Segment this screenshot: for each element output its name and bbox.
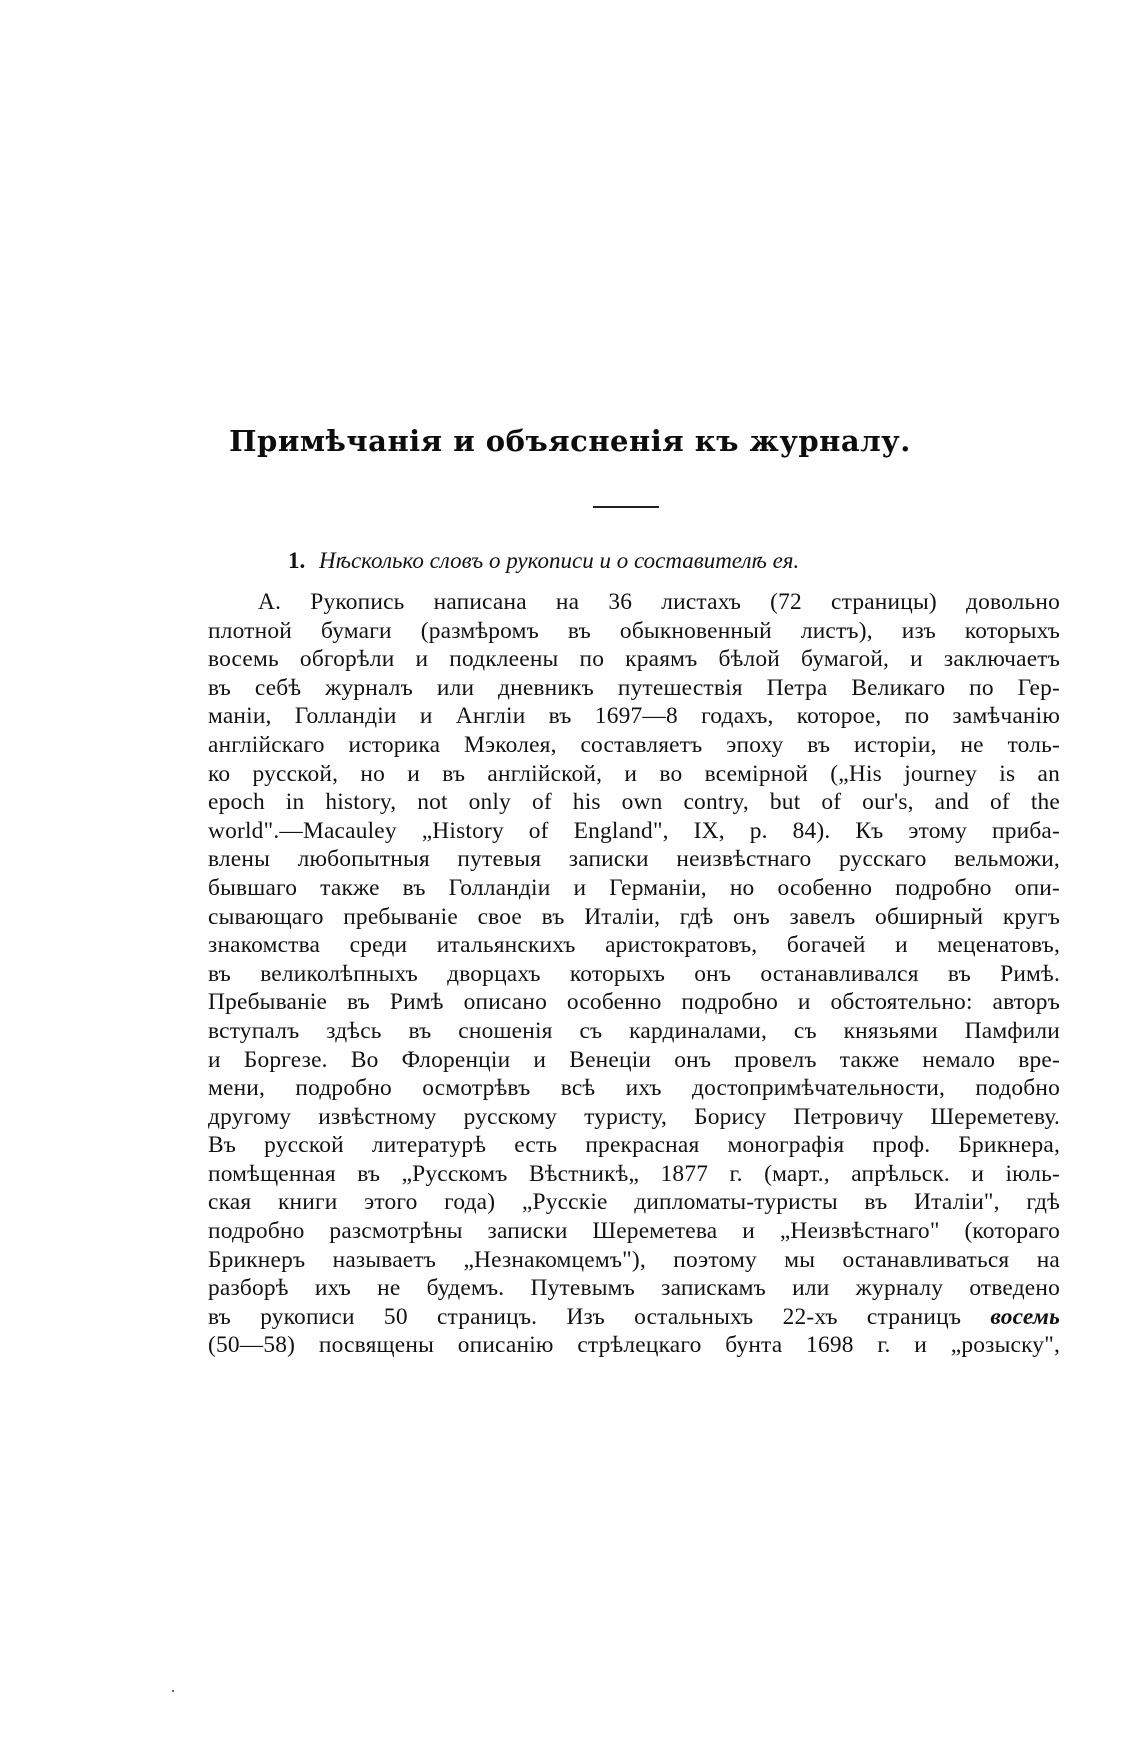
section-heading <box>288 548 799 574</box>
page-title: Примѣчанія и объясненія къ журналу. <box>229 424 911 458</box>
text-line: ская книги этого года) „Русскіе дипломаты-туристы въ Италіи", гдѣ <box>208 1189 1060 1216</box>
text-line <box>208 1303 1060 1332</box>
text-line: помѣщенная въ „Русскомъ Вѣстникѣ„ 1877 г. (март., апрѣльск. и іюль- <box>208 1160 1060 1187</box>
text-line-main: въ рукописи 50 страницъ. Изъ остальныхъ 22-хъ страницъ <box>208 1303 962 1330</box>
text-line: А. Рукопись написана на 36 листахъ (72 страницы) довольно <box>258 589 1060 615</box>
text-line: epoch in history, not only of his own contry, but of our's, and of the <box>208 789 1060 816</box>
text-line: ко русской, но и въ англійской, и во всемірной („His journey is an <box>208 760 1060 787</box>
text-line: разборѣ ихъ не будемъ. Путевымъ запискамъ или журналу отведено <box>208 1275 1060 1302</box>
text-line: Брикнеръ называетъ „Незнакомцемъ"), поэтому мы останавливаться на <box>208 1246 1060 1273</box>
text-line: плотной бумаги (размѣромъ въ обыкновенный листъ), изъ которыхъ <box>208 617 1060 644</box>
text-line: Въ русской литературѣ есть прекрасная монографія проф. Брикнера, <box>208 1132 1060 1159</box>
scan-speck <box>172 1690 174 1692</box>
text-line: вступалъ здѣсь въ сношенія съ кардиналами, съ князьями Памфили <box>208 1017 1060 1044</box>
text-line: подробно разсмотрѣны записки Шереметева и „Неизвѣстнаго" (котораго <box>208 1218 1060 1245</box>
text-line: восемь обгорѣли и подклеены по краямъ бѣлой бумагой, и заключаетъ <box>208 646 1060 673</box>
text-line: (50—58) посвящены описанію стрѣлецкаго бунта 1698 г. и „розыску", <box>208 1332 1060 1359</box>
text-line: world".—Macauley „History of England", IX, p. 84). Къ этому приба- <box>208 817 1060 844</box>
text-line: влены любопытныя путевыя записки неизвѣстнаго русскаго вельможи, <box>208 846 1060 873</box>
text-line: англійскаго историка Мэколея, составляетъ эпоху въ исторіи, не толь- <box>208 731 1060 758</box>
text-line: знакомства среди итальянскихъ аристократовъ, богачей и меценатовъ, <box>208 932 1060 959</box>
title-divider <box>593 506 659 508</box>
text-line: маніи, Голландіи и Англіи въ 1697—8 годахъ, которое, по замѣчанію <box>208 703 1060 730</box>
text-line: и Боргезе. Во Флоренціи и Венеціи онъ провелъ также немало вре- <box>208 1046 1060 1073</box>
text-line: Пребываніе въ Римѣ описано особенно подробно и обстоятельно: авторъ <box>208 989 1060 1016</box>
emphasis-word: восемь <box>990 1303 1060 1330</box>
section-number: 1. <box>288 548 306 573</box>
text-line: мени, подробно осмотрѣвъ всѣ ихъ достопримѣчательности, подобно <box>208 1075 1060 1102</box>
section-title: Нѣсколько словъ о рукописи и о составителѣ ея. <box>319 548 800 573</box>
text-line: сывающаго пребываніе свое въ Италіи, гдѣ онъ завелъ обширный кругъ <box>208 903 1060 930</box>
text-line: бывшаго также въ Голландіи и Германіи, но особенно подробно опи- <box>208 874 1060 901</box>
text-line: въ себѣ журналъ или дневникъ путешествія Петра Великаго по Гер- <box>208 674 1060 701</box>
text-line: въ великолѣпныхъ дворцахъ которыхъ онъ останавливался въ Римѣ. <box>208 960 1060 987</box>
body-paragraph <box>208 588 1060 1360</box>
text-line: другому извѣстному русскому туристу, Борису Петровичу Шереметеву. <box>208 1103 1060 1130</box>
